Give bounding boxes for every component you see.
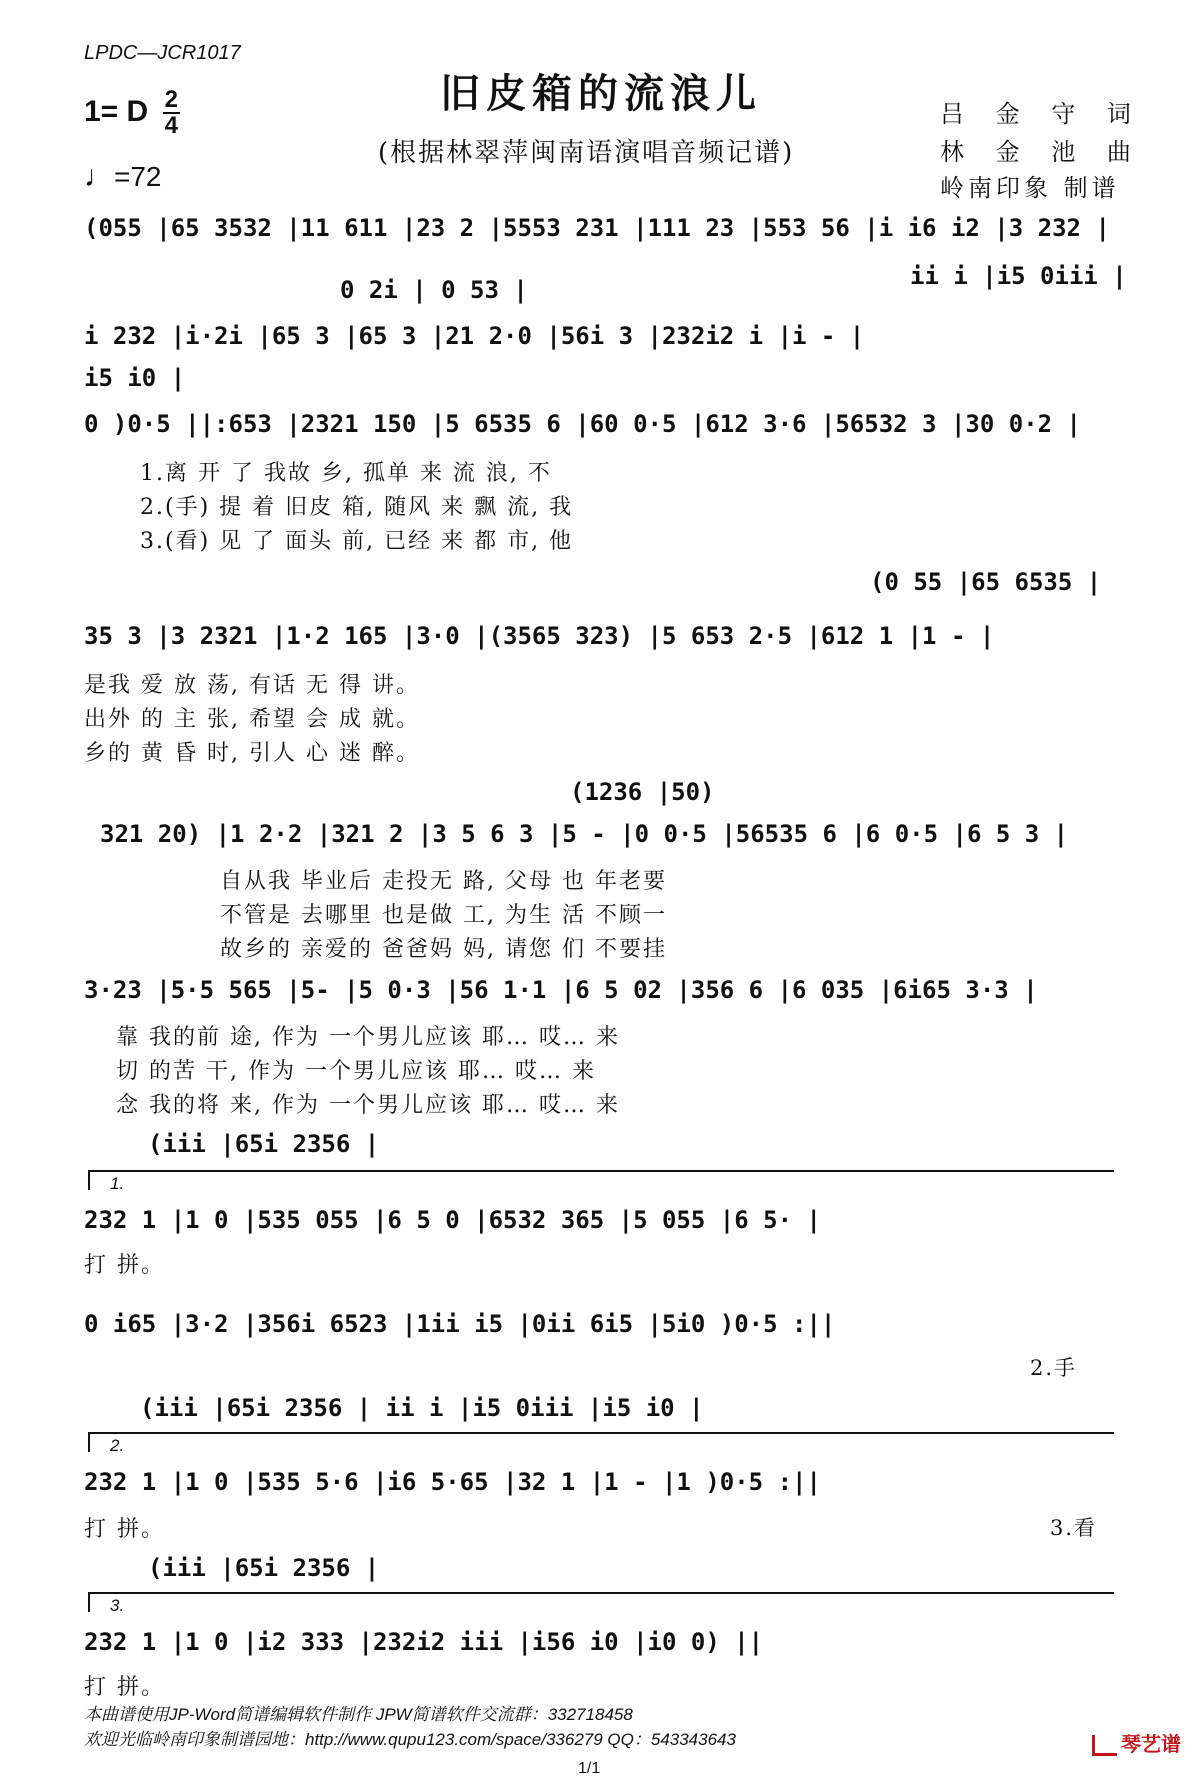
score-row-3: 0 )0·5 ||:653 |2321 150 |5 6535 6 |60 0·5 |612 3·6 |56532 3 |30 0·2 | — [84, 410, 1081, 438]
score-code: LPDC—JCR1017 — [84, 42, 241, 64]
composer-credit: 林 金 池 曲 — [940, 138, 1143, 166]
time-denominator: 4 — [164, 112, 178, 139]
score-row-2-alt: i5 i0 | — [84, 364, 186, 392]
lyric-row-6-verse-2: 切 的苦 干, 作为 一个男儿应该 耶… 哎… 来 — [116, 1059, 596, 1084]
page-number: 1/1 — [578, 1760, 601, 1777]
score-row-6: 3·23 |5·5 565 |5- |5 0·3 |56 1·1 |6 5 02 |356 6 |6 035 |6i65 3·3 | — [84, 976, 1038, 1004]
lyric-row-3-verse-1: 1.离 开 了 我故 乡, 孤单 来 流 浪, 不 — [140, 461, 552, 486]
score-row-1-sub: 0 2i | 0 53 | — [340, 276, 528, 304]
repeat-mark-3: 3.看 — [1050, 1516, 1098, 1540]
lyric-row-5-verse-2: 不管是 去哪里 也是做 工, 为生 活 不顾一 — [220, 903, 667, 928]
lyric-row-5-verse-3: 故乡的 亲爱的 爸爸妈 妈, 请您 们 不要挂 — [220, 937, 667, 962]
volta-3-number: 3. — [110, 1596, 125, 1615]
lyric-row-10: 打 拼。 — [84, 1675, 165, 1700]
score-row-2: i 232 |i·2i |65 3 |65 3 |21 2·0 |56i 3 |232i2 i |i - | — [84, 322, 865, 350]
tempo-value: =72 — [114, 161, 162, 192]
score-row-7: 232 1 |1 0 |535 055 |6 5 0 |6532 365 |5 055 |6 5· | — [84, 1206, 821, 1234]
lyricist-credit: 吕 金 守 词 — [940, 100, 1143, 128]
lyric-row-6-verse-1: 靠 我的前 途, 作为 一个男儿应该 耶… 哎… 来 — [116, 1025, 620, 1050]
page-title: 旧皮箱的流浪儿 — [440, 70, 762, 117]
score-row-10: 232 1 |1 0 |i2 333 |232i2 iii |i56 i0 |i0 0) || — [84, 1628, 764, 1656]
logo-icon — [1092, 1735, 1117, 1756]
tempo-mark — [84, 160, 162, 194]
quarter-note-icon: ♩ — [84, 160, 114, 193]
page-subtitle: (根据林翠萍闽南语演唱音频记谱) — [378, 138, 795, 168]
score-row-5: 321 20) |1 2·2 |321 2 |3 5 6 3 |5 - |0 0·5 |56535 6 |6 0·5 |6 5 3 | — [100, 820, 1069, 848]
time-numerator: 2 — [164, 86, 178, 113]
score-row-1: (055 |65 3532 |11 611 |23 2 |5553 231 |111 23 |553 56 |i i6 i2 |3 232 | — [84, 214, 1110, 242]
score-row-1-alt: ii i |i5 0iii | — [910, 262, 1127, 290]
lyric-row-4-verse-2: 出外 的 主 张, 希望 会 成 就。 — [84, 707, 420, 732]
time-signature — [163, 88, 180, 138]
lyric-row-4-verse-1: 是我 爱 放 荡, 有话 无 得 讲。 — [84, 673, 420, 698]
volta-2-bracket — [88, 1432, 1114, 1452]
footer-software-note: 本曲谱使用JP-Word简谱编辑软件制作 JPW简谱软件交流群：332718458 — [84, 1705, 633, 1724]
key-label: 1= D — [84, 94, 149, 128]
key-signature — [84, 88, 180, 138]
score-row-4: 35 3 |3 2321 |1·2 165 |3·0 |(3565 323) |5 653 2·5 |612 1 |1 - | — [84, 622, 995, 650]
score-row-8: 0 i65 |3·2 |356i 6523 |1ii i5 |0ii 6i5 |5i0 )0·5 :|| — [84, 1310, 836, 1338]
lyric-row-4-verse-3: 乡的 黄 昏 时, 引人 心 迷 醉。 — [84, 741, 420, 766]
lyric-row-6-verse-3: 念 我的将 来, 作为 一个男儿应该 耶… 哎… 来 — [116, 1093, 620, 1118]
score-row-10-pre: (iii |65i 2356 | — [148, 1554, 380, 1582]
logo-text: 琴艺谱 — [1121, 1732, 1181, 1756]
volta-1-bracket — [88, 1170, 1114, 1190]
volta-2-number: 2. — [110, 1436, 125, 1455]
score-row-5-pre: (1236 |50) — [570, 778, 715, 806]
arranger-credit: 岭南印象 制谱 — [940, 174, 1120, 202]
lyric-row-5-verse-1: 自从我 毕业后 走投无 路, 父母 也 年老要 — [220, 869, 667, 894]
volta-3-bracket — [88, 1592, 1114, 1612]
lyric-row-3-verse-3: 3.(看) 见 了 面头 前, 已经 来 都 市, 他 — [140, 529, 574, 554]
score-row-9-pre: (iii |65i 2356 | ii i |i5 0iii |i5 i0 | — [140, 1394, 704, 1422]
volta-1-number: 1. — [110, 1174, 125, 1193]
score-row-9: 232 1 |1 0 |535 5·6 |i6 5·65 |32 1 |1 - |1 )0·5 :|| — [84, 1468, 821, 1496]
site-logo[interactable] — [1092, 1728, 1181, 1757]
lyric-row-9: 打 拼。 — [84, 1517, 165, 1542]
footer-website-note: 欢迎光临岭南印象制谱园地：http://www.qupu123.com/space/336279 QQ：543343643 — [84, 1730, 736, 1749]
lyric-row-7: 打 拼。 — [84, 1253, 165, 1278]
lyric-row-3-verse-2: 2.(手) 提 着 旧皮 箱, 随风 来 飘 流, 我 — [140, 495, 574, 520]
score-row-4-pre: (0 55 |65 6535 | — [870, 568, 1102, 596]
repeat-mark-2: 2.手 — [1030, 1356, 1078, 1380]
score-row-7-pre: (iii |65i 2356 | — [148, 1130, 380, 1158]
